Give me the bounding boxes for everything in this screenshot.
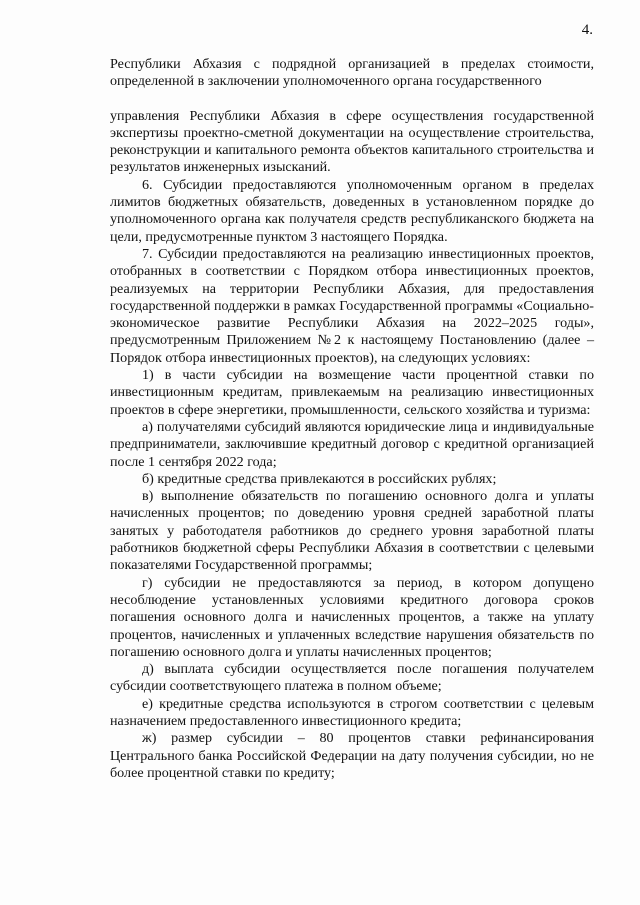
- document-body: [110, 56, 594, 782]
- paragraph-item-g: г) субсидии не предоставляются за период, в котором допущено несоблюдение установленных условиями кредитного договора сроков погашения основного долга и начисленных процентов, а также на уплату процентов, начисленных и уплаченных вследствие нарушения обязательств по погашению основного долга и уплаты начисленных процентов;: [110, 574, 594, 660]
- paragraph-6: 6. Субсидии предоставляются уполномоченным органом в пределах лимитов бюджетных обязательств, доведенных в установленном порядке до уполномоченного органа как получателя средств республиканского бюджета на цели, предусмотренные пунктом 3 настоящего Порядка.: [110, 176, 594, 245]
- paragraph-item-zh: ж) размер субсидии – 80 процентов ставки рефинансирования Центрального банка Российской Федерации на дату получения субсидии, но не более процентной ставки по кредиту;: [110, 730, 594, 781]
- paragraph-item-b: б) кредитные средства привлекаются в российских рублях;: [142, 470, 497, 487]
- page-number: 4.: [581, 22, 593, 38]
- paragraph-7: 7. Субсидии предоставляются на реализацию инвестиционных проектов, отобранных в соответствии с Порядком отбора инвестиционных проектов, реализуемых на территории Республики Абхазия, для предоставления государственной поддержки в рамках Государственной программы «Социально-экономическое развитие Республики Абхазия на 2022–2025 годы», предусмотренным Приложением №2 к настоящему Постановлению (далее – Порядок отбора инвестиционных проектов), на следующих условиях:: [110, 245, 595, 366]
- paragraph-continuation: Республики Абхазия с подрядной организацией в пределах стоимости, определенной в заключении уполномоченного органа государственного: [110, 56, 594, 90]
- paragraph-item-a: а) получателями субсидий являются юридические лица и индивидуальные предприниматели, заключившие кредитный договор с кредитной организацией после 1 сентября 2022 года;: [110, 418, 594, 470]
- paragraph-item-d: д) выплата субсидии осуществляется после погашения получателем субсидии соответствующего платежа в полном объеме;: [110, 661, 594, 695]
- paragraph-item-v: в) выполнение обязательств по погашению основного долга и уплаты начисленных процентов; по доведению уровня средней заработной платы занятых у работодателя работников до среднего уровня заработной платы работников бюджетной сферы Республики Абхазия в соответствии с целевыми показателями Государственной программы;: [110, 488, 594, 574]
- paragraph-7-1: 1) в части субсидии на возмещение части процентной ставки по инвестиционным кредитам, привлекаемым на реализацию инвестиционных проектов в сфере энергетики, промышленности, сельского хозяйства и туризма:: [110, 367, 594, 418]
- paragraph-expertise: управления Республики Абхазия в сфере осуществления государственной экспертизы проектно-сметной документации на осуществление строительства, реконструкции и капитального ремонта объектов капитального строительства и результатов инженерных изысканий.: [110, 107, 594, 176]
- paragraph-item-e: е) кредитные средства используются в строгом соответствии с целевым назначением предоставленного инвестиционного кредита;: [110, 695, 594, 729]
